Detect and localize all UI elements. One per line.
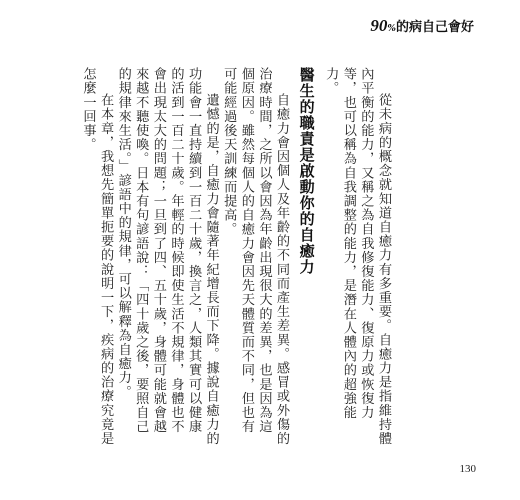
paragraph-2: 自癒力會因個人及年齡的不同而產生差異。感冒或外傷的治療時間，之所以會因為年齡出現很大的差異，也是因為這個原因。雖然每個人的自癒力會因先天體質而不同，但也有可能經過後天訓練而提高。 xyxy=(221,67,290,446)
body-text xyxy=(79,67,392,447)
paragraph-3: 遺憾的是，自癒力會隨著年紀增長而下降。據說自癒力的功能會一直持續到一百二十歲，換言之，人類其實可以健康的活到一百二十歲。年輕的時候即使生活不規律，身體也不會出現太大的問題；一旦到了四、五十歲，身體可能就會越來越不聽使喚。日本有句諺語說：「四十歲之後，要照自己的規律來生活。」諺語中的規律，可以解釋為自癒力。 xyxy=(115,67,219,446)
paragraph-4: 在本章，我想先簡單扼要的說明一下，疾病的治療究竟是怎麼一回事。 xyxy=(80,67,114,446)
running-header xyxy=(370,16,474,36)
page-number: 130 xyxy=(459,463,476,475)
section-heading: 醫生的職責是啟動你的自癒力 xyxy=(297,67,316,275)
paragraph-1: 從未病的概念就知道自癒力有多重要。自癒力是指維持體內平衡的能力，又稱之為自我修復能力、復原力或恢復力等，也可以稱為自我調整的能力，是潛在人體內的超強能力。 xyxy=(323,67,391,446)
header-number: 90 xyxy=(370,16,388,35)
header-percent: % xyxy=(387,24,396,34)
header-title: 的病自己會好 xyxy=(395,20,474,35)
